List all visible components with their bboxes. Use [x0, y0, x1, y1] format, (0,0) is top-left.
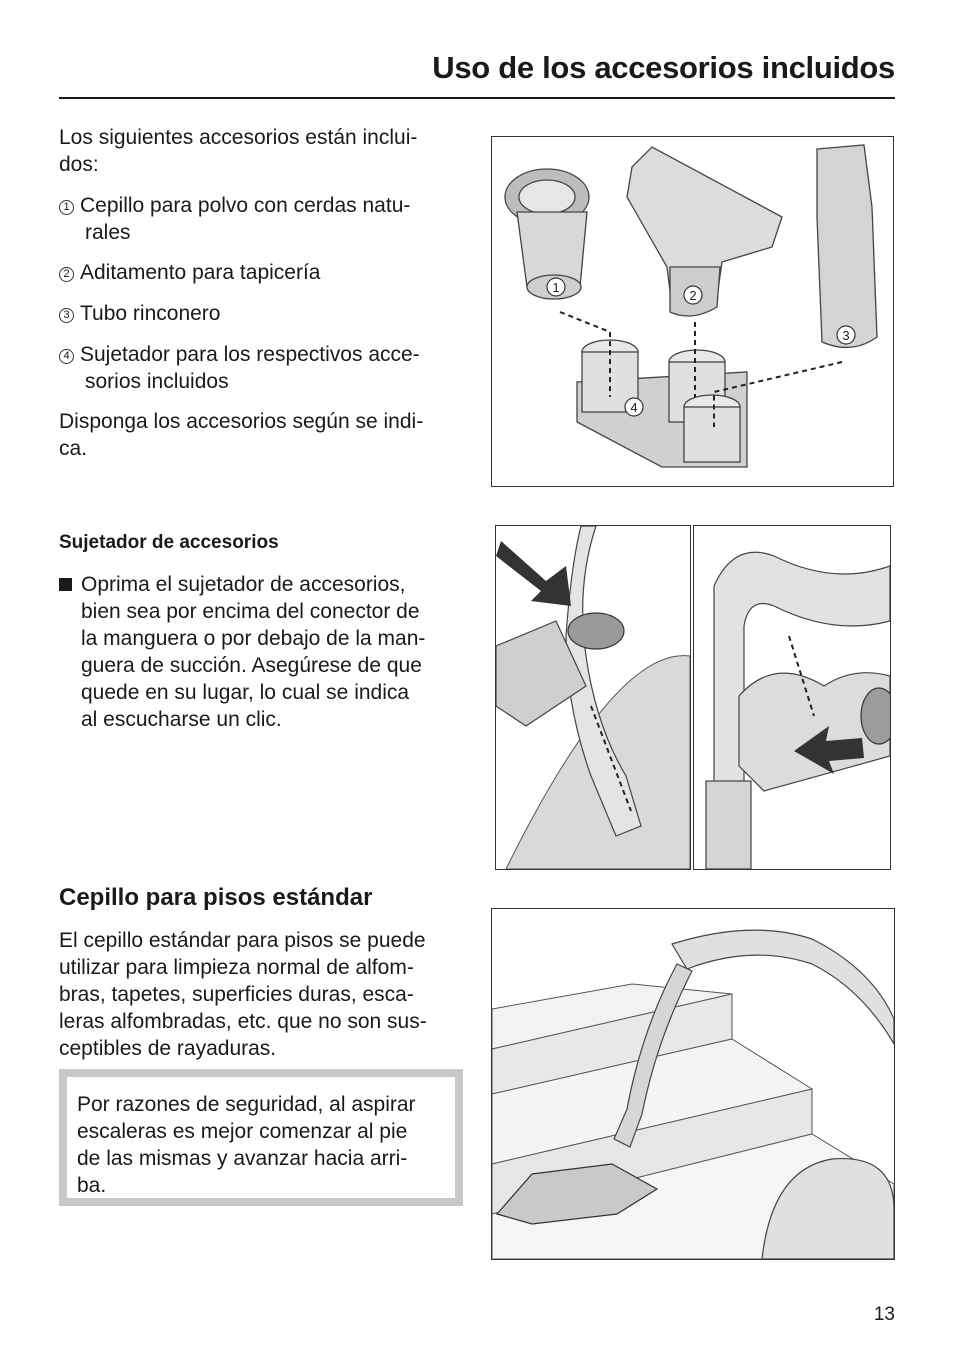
holder-line: guera de succión. Asegúrese de que: [81, 654, 422, 677]
stairs-figure: [491, 908, 895, 1260]
floor-brush-line: utilizar para limpieza normal de alfom-: [59, 956, 414, 979]
holder-line: la manguera o por debajo de la man-: [81, 627, 426, 650]
label-3: 3: [842, 328, 850, 343]
intro-closing-line: ca.: [59, 437, 88, 460]
intro-lead-line: Los siguientes accesorios están inclui-: [59, 126, 418, 149]
intro-lead-line: dos:: [59, 153, 99, 176]
item-text: Tubo rinconero: [80, 302, 221, 325]
holder-figure-bottom: [693, 525, 891, 870]
floor-brush-line: leras alfombradas, etc. que no son sus-: [59, 1010, 427, 1033]
item-text: Sujetador para los respectivos acce-: [80, 343, 420, 366]
intro-closing-line: Disponga los accesorios según se indi-: [59, 410, 424, 433]
item-text: Aditamento para tapicería: [80, 261, 321, 284]
note-line: Por razones de seguridad, al aspirar: [77, 1093, 416, 1116]
note-line: escaleras es mejor comenzar al pie: [77, 1120, 408, 1143]
title-rule: [59, 97, 895, 99]
bullet-icon: [59, 578, 72, 591]
note-line: de las mismas y avanzar hacia arri-: [77, 1147, 408, 1170]
list-item: [59, 259, 469, 286]
intro-lead: [59, 124, 469, 178]
floor-brush-line: ceptibles de rayaduras.: [59, 1037, 277, 1060]
list-item: [59, 300, 469, 327]
item-number: 2: [59, 267, 74, 282]
list-item: [59, 192, 469, 246]
label-4: 4: [630, 400, 638, 415]
dusting-brush-icon: [505, 169, 589, 299]
floor-brush-line: bras, tapetes, superficies duras, esca-: [59, 983, 414, 1006]
item-number: 3: [59, 308, 74, 323]
holder-heading: Sujetador de accesorios: [59, 532, 279, 553]
floor-brush-text: [59, 927, 469, 1062]
safety-note: [59, 1069, 463, 1206]
intro-closing: [59, 408, 469, 462]
holder-line: al escucharse un clic.: [81, 708, 282, 731]
holder-bottom-illustration: [694, 526, 890, 869]
list-item: [59, 341, 469, 395]
crevice-tool-icon: [817, 145, 877, 347]
holder-instruction: [59, 571, 469, 733]
accessories-illustration: [492, 137, 893, 486]
item-number: 4: [59, 349, 74, 364]
item-text: sorios incluidos: [85, 370, 229, 393]
item-text: rales: [85, 221, 131, 244]
holder-figure-top: [495, 525, 691, 870]
floor-brush-heading: Cepillo para pisos estándar: [59, 884, 373, 911]
holder-top-illustration: [496, 526, 690, 869]
item-number: 1: [59, 200, 74, 215]
label-1: 1: [552, 280, 560, 295]
page-number: 13: [873, 1304, 895, 1325]
floor-brush-line: El cepillo estándar para pisos se puede: [59, 929, 426, 952]
label-2: 2: [689, 288, 697, 303]
stairs-illustration: [492, 909, 894, 1259]
note-line: ba.: [77, 1174, 107, 1197]
upholstery-tool-icon: [627, 147, 782, 316]
holder-line: quede en su lugar, lo cual se indica: [81, 681, 410, 704]
page-title: Uso de los accesorios incluidos: [432, 50, 895, 85]
item-text: Cepillo para polvo con cerdas natu-: [80, 194, 411, 217]
safety-note-text: [77, 1091, 452, 1199]
accessory-holder-icon: [577, 340, 747, 467]
accessories-figure: [491, 136, 894, 487]
holder-line: Oprima el sujetador de accesorios,: [81, 573, 406, 596]
holder-line: bien sea por encima del conector de: [81, 600, 420, 623]
safety-note-inner: [67, 1077, 455, 1198]
press-arrow-icon: [496, 541, 571, 606]
